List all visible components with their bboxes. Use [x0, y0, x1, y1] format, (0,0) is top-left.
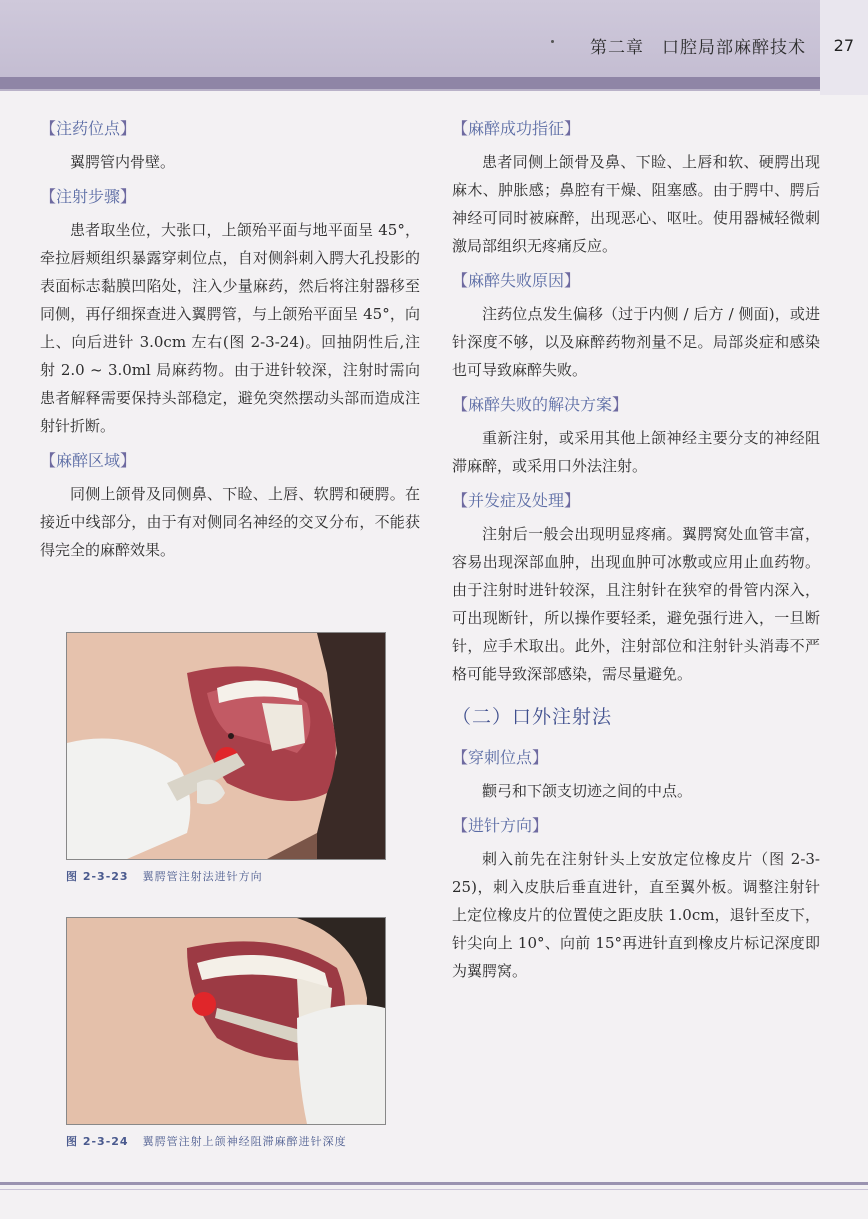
section-title	[40, 116, 420, 142]
bracket-close: 】	[532, 816, 549, 835]
figure-caption	[66, 1133, 384, 1149]
bracket-close: 】	[612, 395, 629, 414]
bracket-close: 】	[120, 119, 137, 138]
section-title	[40, 184, 420, 210]
chapter-title: 第二章 口腔局部麻醉技术	[590, 38, 806, 58]
bracket-open: 【	[452, 119, 469, 138]
figure-caption-text: 翼腭管注射上颌神经阻滞麻醉进针深度	[142, 1135, 347, 1148]
mouth-photo-2	[67, 918, 385, 1124]
bracket-open: 【	[40, 187, 57, 206]
section-title-text: 麻醉区域	[56, 451, 121, 470]
bracket-open: 【	[452, 748, 469, 767]
right-column	[452, 116, 820, 993]
bracket-close: 】	[564, 491, 581, 510]
section-title	[452, 745, 820, 771]
photo-injection-direction	[66, 632, 386, 860]
bracket-open: 【	[452, 395, 469, 414]
section-title-text: 麻醉失败的解决方案	[468, 395, 613, 414]
section-title-text: 穿刺位点	[468, 748, 533, 767]
figure-2-3-24	[66, 917, 384, 1149]
paragraph: 重新注射，或采用其他上颌神经主要分支的神经阻滞麻醉，或采用口外法注射。	[452, 429, 820, 475]
section-title-text: 并发症及处理	[468, 491, 565, 510]
paragraph: 翼腭管内骨壁。	[70, 153, 176, 171]
section-title	[452, 392, 820, 418]
section-title	[452, 268, 820, 294]
header-dot	[551, 40, 554, 43]
paragraph: 患者取坐位，大张口，上颌殆平面与地平面呈 45°，牵拉唇颊组织暴露穿刺位点，自对侧斜刺入腭大孔投影的表面标志黏膜凹陷处，注入少量麻药，然后将注射器移至同侧，再仔细探查进入翼腭管，与上颌殆平面呈 45°，向上、向后进针 3.0cm 左右(图 2-3-24)。回抽阴性后,注射 2.0 ~ 3.0ml 局麻药物。由于进针较深，注射时需向患者解释需要保持头部稳定，避免突然摆动头部而造成注射针折断。	[40, 221, 420, 435]
subsection-heading: （二）口外注射法	[452, 706, 613, 728]
bracket-open: 【	[40, 119, 57, 138]
paragraph: 颧弓和下颌支切迹之间的中点。	[482, 782, 693, 800]
photo-injection-depth	[66, 917, 386, 1125]
bracket-close: 】	[564, 119, 581, 138]
section-title-text: 麻醉失败原因	[468, 271, 565, 290]
section-title-text: 麻醉成功指征	[468, 119, 565, 138]
section-title-text: 注射步骤	[56, 187, 121, 206]
bracket-open: 【	[452, 491, 469, 510]
paragraph: 刺入前先在注射针头上安放定位橡皮片（图 2-3-25)，刺入皮肤后垂直进针，直至翼外板。调整注射针上定位橡皮片的位置使之距皮肤 1.0cm，退针至皮下，针尖向上 10°、向前 15°再进针直到橡皮片标记深度即为翼腭窝。	[452, 850, 820, 980]
figure-2-3-23	[66, 632, 384, 884]
bracket-open: 【	[40, 451, 57, 470]
header-rule-thin	[0, 89, 868, 91]
bracket-close: 】	[564, 271, 581, 290]
header-rule	[0, 77, 868, 89]
bracket-close: 】	[120, 451, 137, 470]
figure-caption-text: 翼腭管注射法进针方向	[142, 870, 263, 883]
paragraph: 患者同侧上颌骨及鼻、下睑、上唇和软、硬腭出现麻木、肿胀感；鼻腔有干燥、阻塞感。由于腭中、腭后神经可同时被麻醉，出现恶心、呕吐。使用器械轻微刺激局部组织无疼痛反应。	[452, 153, 820, 255]
figure-number: 图 2-3-23	[66, 870, 129, 883]
figure-number: 图 2-3-24	[66, 1135, 129, 1148]
bracket-open: 【	[452, 816, 469, 835]
footer-rule	[0, 1182, 868, 1185]
footer-rule-thin	[0, 1189, 868, 1190]
section-title-text: 注药位点	[56, 119, 121, 138]
section-title	[452, 813, 820, 839]
section-title-text: 进针方向	[468, 816, 533, 835]
left-column	[40, 116, 420, 572]
bracket-close: 】	[120, 187, 137, 206]
mouth-photo-1	[67, 633, 385, 859]
paragraph: 注药位点发生偏移（过于内侧 / 后方 / 侧面)，或进针深度不够，以及麻醉药物剂量不足。局部炎症和感染也可导致麻醉失败。	[452, 305, 820, 379]
page-number: 27	[833, 36, 854, 55]
section-title	[452, 488, 820, 514]
paragraph: 同侧上颌骨及同侧鼻、下睑、上唇、软腭和硬腭。在接近中线部分，由于有对侧同名神经的交叉分布，不能获得完全的麻醉效果。	[40, 485, 420, 559]
figure-caption	[66, 868, 384, 884]
section-title	[452, 116, 820, 142]
bracket-open: 【	[452, 271, 469, 290]
section-title	[40, 448, 420, 474]
paragraph: 注射后一般会出现明显疼痛。翼腭窝处血管丰富，容易出现深部血肿，出现血肿可冰敷或应用止血药物。由于注射时进针较深，且注射针在狭窄的骨管内深入，可出现断针，所以操作要轻柔，避免强行进入，一旦断针，应手术取出。此外，注射部位和注射针头消毒不严格可能导致深部感染，需尽量避免。	[452, 525, 820, 683]
bracket-close: 】	[532, 748, 549, 767]
